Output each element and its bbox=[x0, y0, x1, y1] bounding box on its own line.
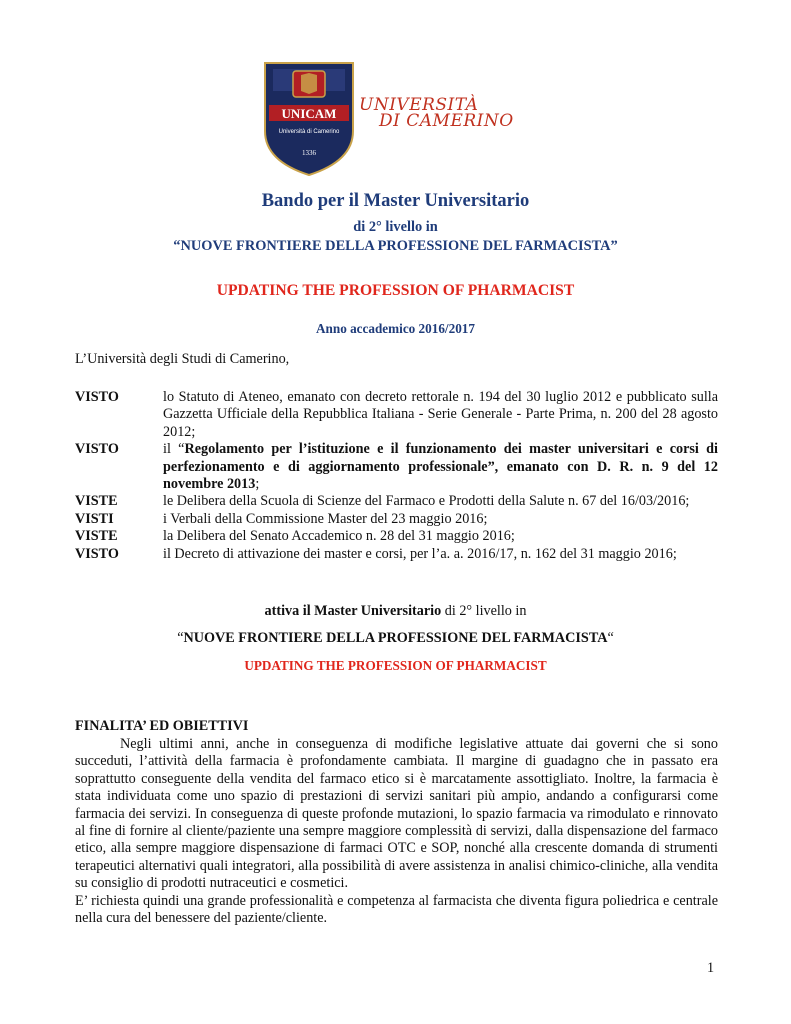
consideration-text: il Decreto di attivazione dei master e corsi, per l’a. a. 2016/17, n. 162 del 31 maggio 2016; bbox=[163, 545, 677, 562]
wordmark-line-2: DI CAMERINO bbox=[379, 111, 514, 131]
quote-open: “ bbox=[177, 630, 184, 646]
activation-line bbox=[0, 603, 791, 620]
consideration-key: VISTE bbox=[75, 528, 118, 545]
regulation-title: Regolamento per l’istituzione e il funzionamento dei master universitari e corsi di perfezionamento e di aggiornamento professionale”, emanato con D. R. n. 9 del 12 novembre 2013 bbox=[163, 441, 718, 493]
intro-line: L’Università degli Studi di Camerino, bbox=[75, 351, 290, 367]
consideration-key: VISTE bbox=[75, 493, 118, 510]
shield-icon bbox=[263, 61, 355, 177]
consideration-key: VISTO bbox=[75, 545, 119, 562]
section-body bbox=[75, 736, 718, 927]
consideration-key: VISTO bbox=[75, 389, 119, 405]
paragraph: E’ richiesta quindi una grande professionalità e competenza al farmacista che diventa figura poliedrica e centrale nella cura del benessere del paziente/cliente. bbox=[75, 892, 718, 927]
document-title: Bando per il Master Universitario bbox=[261, 191, 530, 211]
activation-bold: attiva il Master Universitario bbox=[264, 603, 442, 619]
consideration-row bbox=[75, 493, 718, 510]
consideration-row bbox=[75, 511, 718, 528]
university-logo bbox=[263, 61, 531, 179]
consideration-row bbox=[75, 389, 718, 441]
paragraph: Negli ultimi anni, anche in conseguenza di modifiche legislative attuate dai governi che si sono succeduti, l’attività della farmacia è profondamente cambiata. Il margine di guadagno che in passato era soprattutto conseguente della vendita del farmaco etico si è marcatamente assottigliato. Inoltre, la farmacia è stata individuata come uno spazio di prestazioni di servizi sanitari più ampio, andando a configurarsi come farmacia dei servizi. In conseguenza di queste profonde mutazioni, lo spazio farmacia va rimodulato e rinnovato al fine di fornire al cliente/paziente una sempre maggiore complessità di servizi, dalla dispensazione del farmaco etico, alla sempre maggiore dispensazione di farmaci OTC e SOP, nonché alla crescente domanda di strumenti terapeutici alternativi quali integratori, alla possibilità di avere assistenza in analisi chimico-cliniche, alla vendita su consiglio di prodotti nutraceutici e cosmetici. bbox=[75, 736, 718, 892]
program-title: “NUOVE FRONTIERE DELLA PROFESSIONE DEL FARMACISTA” bbox=[173, 238, 618, 254]
page-number: 1 bbox=[707, 960, 715, 976]
english-title: UPDATING THE PROFESSION OF PHARMACIST bbox=[216, 282, 575, 299]
university-wordmark bbox=[359, 97, 514, 129]
shield-year: 1336 bbox=[302, 149, 316, 157]
activation-title-bold: NUOVE FRONTIERE DELLA PROFESSIONE DEL FARMACISTA bbox=[183, 630, 608, 646]
consideration-row bbox=[75, 441, 718, 493]
shield-subtitle: Università di Camerino bbox=[278, 129, 340, 135]
consideration-text: i Verbali della Commissione Master del 23 maggio 2016; bbox=[163, 510, 488, 527]
activation-english-title: UPDATING THE PROFESSION OF PHARMACIST bbox=[244, 658, 547, 673]
consideration-row bbox=[75, 528, 718, 545]
quote-close: “ bbox=[607, 630, 614, 646]
shield-title: UNICAM bbox=[281, 106, 337, 121]
academic-year: Anno accademico 2016/2017 bbox=[316, 321, 475, 336]
considerations-list bbox=[75, 389, 718, 563]
consideration-key: VISTI bbox=[75, 510, 114, 527]
consideration-text: le Delibera della Scuola di Scienze del Farmaco e Prodotti della Salute n. 67 del 16/03/2016; bbox=[163, 493, 690, 510]
wordmark-line-1: UNIVERSITÀ bbox=[359, 95, 479, 115]
consideration-row bbox=[75, 546, 718, 563]
consideration-key: VISTO bbox=[75, 441, 119, 458]
consideration-pre: il “ bbox=[163, 441, 185, 458]
consideration-text: la Delibera del Senato Accademico n. 28 del 31 maggio 2016; bbox=[163, 528, 515, 545]
activation-rest: di 2° livello in bbox=[441, 603, 527, 619]
activation-program-title bbox=[0, 630, 791, 647]
consideration-text bbox=[163, 441, 718, 493]
consideration-post: ; bbox=[255, 476, 260, 493]
consideration-text: lo Statuto di Ateneo, emanato con decreto rettorale n. 194 del 30 luglio 2012 e pubblicato sulla Gazzetta Ufficiale della Repubblica Italiana - Serie Generale - Parte Prima, n. 200 del 28 agosto 2012; bbox=[163, 389, 718, 440]
level-line: di 2° livello in bbox=[353, 219, 438, 235]
section-heading: FINALITA’ ED OBIETTIVI bbox=[75, 718, 249, 734]
